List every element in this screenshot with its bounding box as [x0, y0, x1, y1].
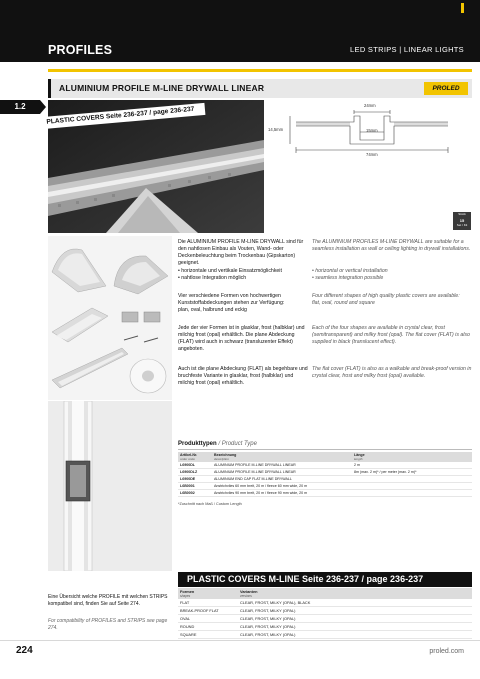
description-de-4: Jede der vier Formen ist in glasklar, frost (halbklar) und milchig frost (opal) erhältlich. Die plane Abdeckung (FLAT) wird auch in schwarz (transluzenter Effekt) angeboten.: [178, 325, 305, 352]
product-type-heading-en: Product Type: [221, 441, 257, 447]
cell-versions: CLEAR, FROST, MILKY (OPAL): [238, 631, 472, 639]
col-header-description: Bezeichnung description: [212, 452, 352, 462]
description-de-2: • horizontale und vertikale Einsatzmöglichkeit • nahtlose Integration möglich: [178, 268, 282, 281]
cell-versions: CLEAR, FROST, MILKY (OPAL): [238, 607, 472, 615]
table-row: [178, 599, 472, 607]
cell-code: L6B0002: [178, 490, 212, 497]
description-de-3: Vier verschiedene Formen von hochwertigen Kunststoffabdeckungen stehen zur Verfügung: plan, oval, halbrund und eckig: [178, 293, 285, 313]
table-row: [178, 476, 472, 483]
table-row: [178, 615, 472, 623]
hero-cover-label: PLASTIC COVERS Seite 236-237 / page 236-237: [43, 103, 205, 129]
table-row: [178, 607, 472, 615]
cell-description: ALUMINIUM PROFILE M-LINE DRYWALL LINEAR: [212, 469, 352, 476]
custom-length-note: *Zuschnitt nach Maß / Custom Length: [178, 502, 242, 506]
chapter-number: 1.2: [14, 102, 26, 111]
dim-outer-width: 74mm: [366, 152, 378, 157]
cell-description: ALUMINIUM END CAP FLAT M-LINE DRYWALL: [212, 476, 352, 483]
cell-versions: CLEAR, FROST, MILKY (OPAL): [238, 615, 472, 623]
website-link[interactable]: proled.com: [429, 648, 464, 655]
covers-table-header: [178, 588, 472, 599]
product-type-heading-de: Produkttypen: [178, 441, 217, 447]
pack-badge-line1: Stück: [458, 212, 466, 216]
col-header-versions: Varianten versions: [238, 588, 472, 599]
cell-shape: SQUARE: [178, 631, 238, 639]
table-row: [178, 490, 472, 497]
compatibility-note-de: Eine Übersicht welche PROFILE mit welchen STRIPS kompatibel sind, finden Sie auf Seite 274.: [48, 594, 168, 607]
col-header-code: Artikel-Nr. order code: [178, 452, 212, 462]
page-title: PROFILES: [48, 43, 113, 57]
dimension-drawing: [268, 100, 472, 162]
description-en-4: Each of the four shapes are available in crystal clear, frost (semitransparent) and milky frost (opal). The flat cover (FLAT) is also supplied in black (translucent effect).: [312, 325, 470, 345]
dim-top-width: 24mm: [364, 103, 376, 108]
cell-length: [352, 483, 472, 490]
description-de-1: Die ALUMINIUM PROFILE M-LINE DRYWALL sind für den nahtlosen Einbau als Vouten, Wand- oder Deckenbeleuchtung beim Trockenbau (Gipskarton) geeignet.: [178, 239, 304, 266]
cell-code: L6B0001: [178, 483, 212, 490]
table-row: [178, 483, 472, 490]
product-table-header: [178, 452, 472, 462]
section-header: [48, 79, 472, 98]
cell-length: [352, 476, 472, 483]
covers-table: [178, 588, 472, 639]
covers-title: PLASTIC COVERS M-LINE Seite 236-237 / page 236-237: [187, 574, 424, 584]
divider: [178, 449, 472, 450]
page-category: LED STRIPS | LINEAR LIGHTS: [350, 45, 464, 54]
description-en-2: • horizontal or vertical installation • seamless integration possible: [312, 268, 388, 281]
cell-code: L6900DL: [178, 462, 212, 469]
cell-length: [352, 490, 472, 497]
chapter-notch: [40, 100, 46, 114]
description-de-5: Auch ist die plane Abdeckung (FLAT) als begehbare und bruchfeste Variante in glasklar, frost (halbklar) und milchig frost (opal) erhältlich.: [178, 366, 308, 386]
wall-installation-illustration: [48, 401, 172, 571]
chapter-tab: [0, 100, 40, 114]
dim-height: 14,5mm: [268, 127, 284, 132]
compatibility-note-en: For compatibility of PROFILES and STRIPS see page 274.: [48, 618, 168, 631]
cell-code: L6900DE: [178, 476, 212, 483]
installation-photo: [48, 401, 172, 571]
description-en-1: The ALUMINIUM PROFILES M-LINE DRYWALL are suitable for a seamless installation as wall or ceiling lighting in drywall installations.: [312, 239, 471, 252]
cell-description: Anstrichvlies 90 mm breit, 20 m / fleece 90 mm wide, 20 m: [212, 490, 352, 497]
product-type-heading: Produkttypen / Product Type: [178, 441, 257, 447]
cell-description: Anstrichvlies 60 mm breit, 20 m / fleece 60 mm wide, 20 m: [212, 483, 352, 490]
cell-shape: OVAL: [178, 615, 238, 623]
table-row: [178, 631, 472, 639]
dim-inner-width: 15mm: [366, 128, 378, 133]
description-en-3: Four different shapes of high quality plastic covers are available: flat, oval, round and square: [312, 293, 460, 306]
page-number: 224: [16, 645, 33, 656]
pack-badge-line2: Set / Kit: [456, 223, 468, 227]
covers-header: [178, 572, 472, 587]
page-header: [0, 0, 480, 62]
pack-badge: [453, 212, 471, 230]
cell-shape: BREAK-PROOF FLAT: [178, 607, 238, 615]
col-header-length: Länge length: [352, 452, 472, 462]
cell-code: L6900DLZ: [178, 469, 212, 476]
section-title: ALUMINIUM PROFILE M-LINE DRYWALL LINEAR: [59, 83, 265, 93]
footer-divider: [0, 640, 480, 641]
cell-versions: CLEAR, FROST, MILKY (OPAL), BLACK: [238, 599, 472, 607]
header-accent: [461, 3, 464, 13]
cell-description: ALUMINIUM PROFILE M-LINE DRYWALL LINEAR: [212, 462, 352, 469]
table-row: [178, 623, 472, 631]
cell-length: 8m (max. 2 m)* / per meter (max. 2 m)*: [352, 469, 472, 476]
product-table: [178, 452, 472, 497]
brand-logo: PROLED: [424, 82, 468, 95]
cell-length: 2 m: [352, 462, 472, 469]
table-row: [178, 469, 472, 476]
product-photo-grid: [48, 236, 172, 400]
cell-versions: CLEAR, FROST, MILKY (OPAL): [238, 623, 472, 631]
description-en-5: The flat cover (FLAT) is also as a walkable and break-proof version in crystal clear, frost and milky frost (opal) available.: [312, 366, 472, 379]
cell-shape: ROUND: [178, 623, 238, 631]
product-variants-illustration: [48, 236, 172, 400]
col-header-shape: Formen shapes: [178, 588, 238, 599]
accent-rule: [48, 69, 472, 72]
cell-shape: FLAT: [178, 599, 238, 607]
pack-badge-number: 15: [459, 218, 465, 223]
